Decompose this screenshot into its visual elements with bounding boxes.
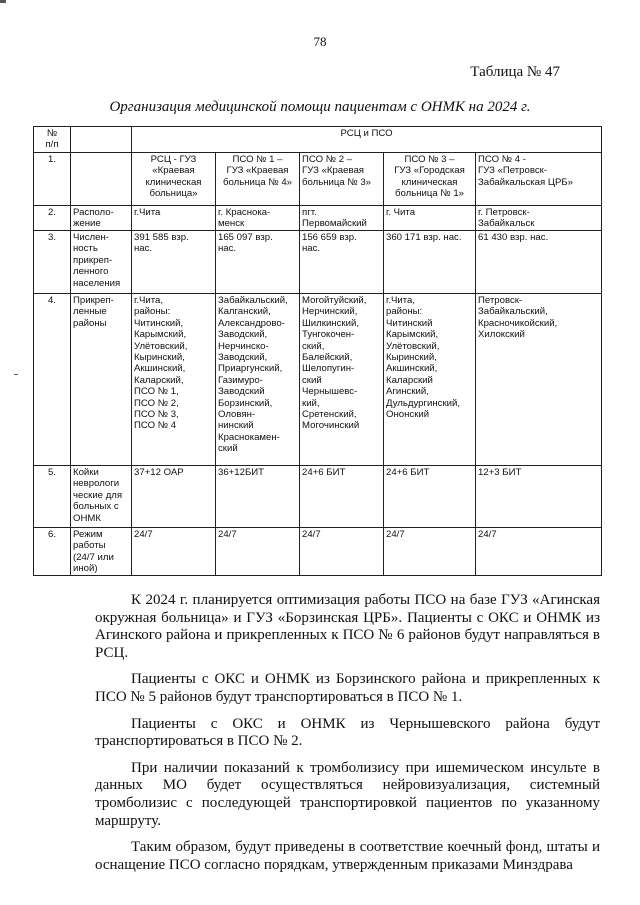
- table-cell: 37+12 ОАР: [132, 466, 216, 528]
- table-title: Организация медицинской помощи пациентам с ОНМК на 2024 г.: [109, 99, 531, 115]
- row-label: Располо- жение: [71, 206, 132, 231]
- scan-corner-mark: [0, 0, 6, 3]
- table-cell: РСЦ - ГУЗ «Краевая клиническая больница»: [132, 153, 216, 206]
- row-number: 1.: [34, 153, 71, 206]
- table-cell: 61 430 взр. нас.: [476, 231, 602, 294]
- table-cell: 391 585 взр. нас.: [132, 231, 216, 294]
- table-cell: г.Чита, районы: Читинский, Карымский, Улётовский, Кыринский, Акшинский, Каларский, ПСО № 1, ПСО № 2, ПСО № 3, ПСО № 4: [132, 294, 216, 466]
- paragraph: Пациенты с ОКС и ОНМК из Борзинского района и прикрепленных к ПСО № 5 районов будут транспортироваться в ПСО № 1.: [95, 671, 600, 705]
- table-cell: 24+6 БИТ: [300, 466, 384, 528]
- table-row: [34, 466, 602, 528]
- table-row: [34, 206, 602, 231]
- table-cell: ПСО № 4 - ГУЗ «Петровск- Забайкальская ЦРБ»: [476, 153, 602, 206]
- row-label: [71, 153, 132, 206]
- table-cell: г. Краснока- менск: [216, 206, 300, 231]
- table-cell: Могойтуйский, Нерчинский, Шилкинский, Тунгокочен- ский, Балейский, Шелопугин- ский Чернышевс- кий, Сретенский, Могочинский: [300, 294, 384, 466]
- page-number: 78: [313, 34, 327, 49]
- row-number: 4.: [34, 294, 71, 466]
- table-cell: пгт. Первомайский: [300, 206, 384, 231]
- table-cell: 36+12БИТ: [216, 466, 300, 528]
- paragraph: К 2024 г. планируется оптимизация работы ПСО на базе ГУЗ «Агинская окружная больница» и ГУЗ «Борзинская ЦРБ». Пациенты с ОКС и ОНМК из Агинского района и прикрепленных к ПСО № 6 районов будут направляться в РСЦ.: [95, 592, 600, 661]
- row-number: 6.: [34, 528, 71, 576]
- medical-care-table: [33, 126, 602, 576]
- header-label: [71, 127, 132, 153]
- table-cell: ПСО № 2 – ГУЗ «Краевая больница № 3»: [300, 153, 384, 206]
- table-row: [34, 231, 602, 294]
- table-row: [34, 153, 602, 206]
- paragraph: Таким образом, будут приведены в соответствие коечный фонд, штаты и оснащение ПСО согласно порядкам, утвержденным приказами Минздрава: [95, 839, 600, 873]
- table-label: Таблица № 47: [470, 64, 560, 80]
- table-cell: 360 171 взр. нас.: [384, 231, 476, 294]
- table-header-row: [34, 127, 602, 153]
- row-number: 3.: [34, 231, 71, 294]
- table-cell: Забайкальский, Калганский, Александрово- Заводский, Нерчинско- Заводский, Приаргунский, Газимуро- Заводский Борзинский, Оловян- нинский Краснокамен- ский: [216, 294, 300, 466]
- table-cell: 24/7: [216, 528, 300, 576]
- body-text: [95, 592, 600, 883]
- row-label: Койки неврологи ческие для больных с ОНМК: [71, 466, 132, 528]
- header-number: № п/п: [34, 127, 71, 153]
- table-cell: 24/7: [300, 528, 384, 576]
- row-number: 2.: [34, 206, 71, 231]
- table-cell: 24+6 БИТ: [384, 466, 476, 528]
- row-label: Прикреп- ленные районы: [71, 294, 132, 466]
- row-number: 5.: [34, 466, 71, 528]
- scan-side-mark: [14, 374, 18, 375]
- row-label: Числен- ность прикреп- ленного населения: [71, 231, 132, 294]
- table-cell: 24/7: [384, 528, 476, 576]
- table-cell: ПСО № 3 – ГУЗ «Городская клиническая больница № 1»: [384, 153, 476, 206]
- table-cell: г. Петровск- Забайкальск: [476, 206, 602, 231]
- paragraph: Пациенты с ОКС и ОНМК из Чернышевского района будут транспортироваться в ПСО № 2.: [95, 715, 600, 750]
- table-cell: 156 659 взр. нас.: [300, 231, 384, 294]
- table-cell: Петровск- Забайкальский, Красночикойский, Хилокский: [476, 294, 602, 466]
- paragraph: При наличии показаний к тромболизису при ишемическом инсульте в данных МО будет осуществляться нейровизуализация, системный тромболизис с последующей транспортировкой пациентов по указанному маршруту.: [95, 759, 600, 829]
- table-cell: 12+3 БИТ: [476, 466, 602, 528]
- row-label: Режим работы (24/7 или иной): [71, 528, 132, 576]
- table-cell: 165 097 взр. нас.: [216, 231, 300, 294]
- table-cell: 24/7: [132, 528, 216, 576]
- table-cell: г.Чита: [132, 206, 216, 231]
- table-cell: ПСО № 1 – ГУЗ «Краевая больница № 4»: [216, 153, 300, 206]
- header-group: РСЦ и ПСО: [132, 127, 602, 153]
- table-row: [34, 528, 602, 576]
- table-row: [34, 294, 602, 466]
- table-cell: г. Чита: [384, 206, 476, 231]
- table-cell: г.Чита, районы: Читинский Карымский, Улётовский, Кыринский, Акшинский, Каларский Агинский, Дульдургинский, Ононский: [384, 294, 476, 466]
- table-cell: 24/7: [476, 528, 602, 576]
